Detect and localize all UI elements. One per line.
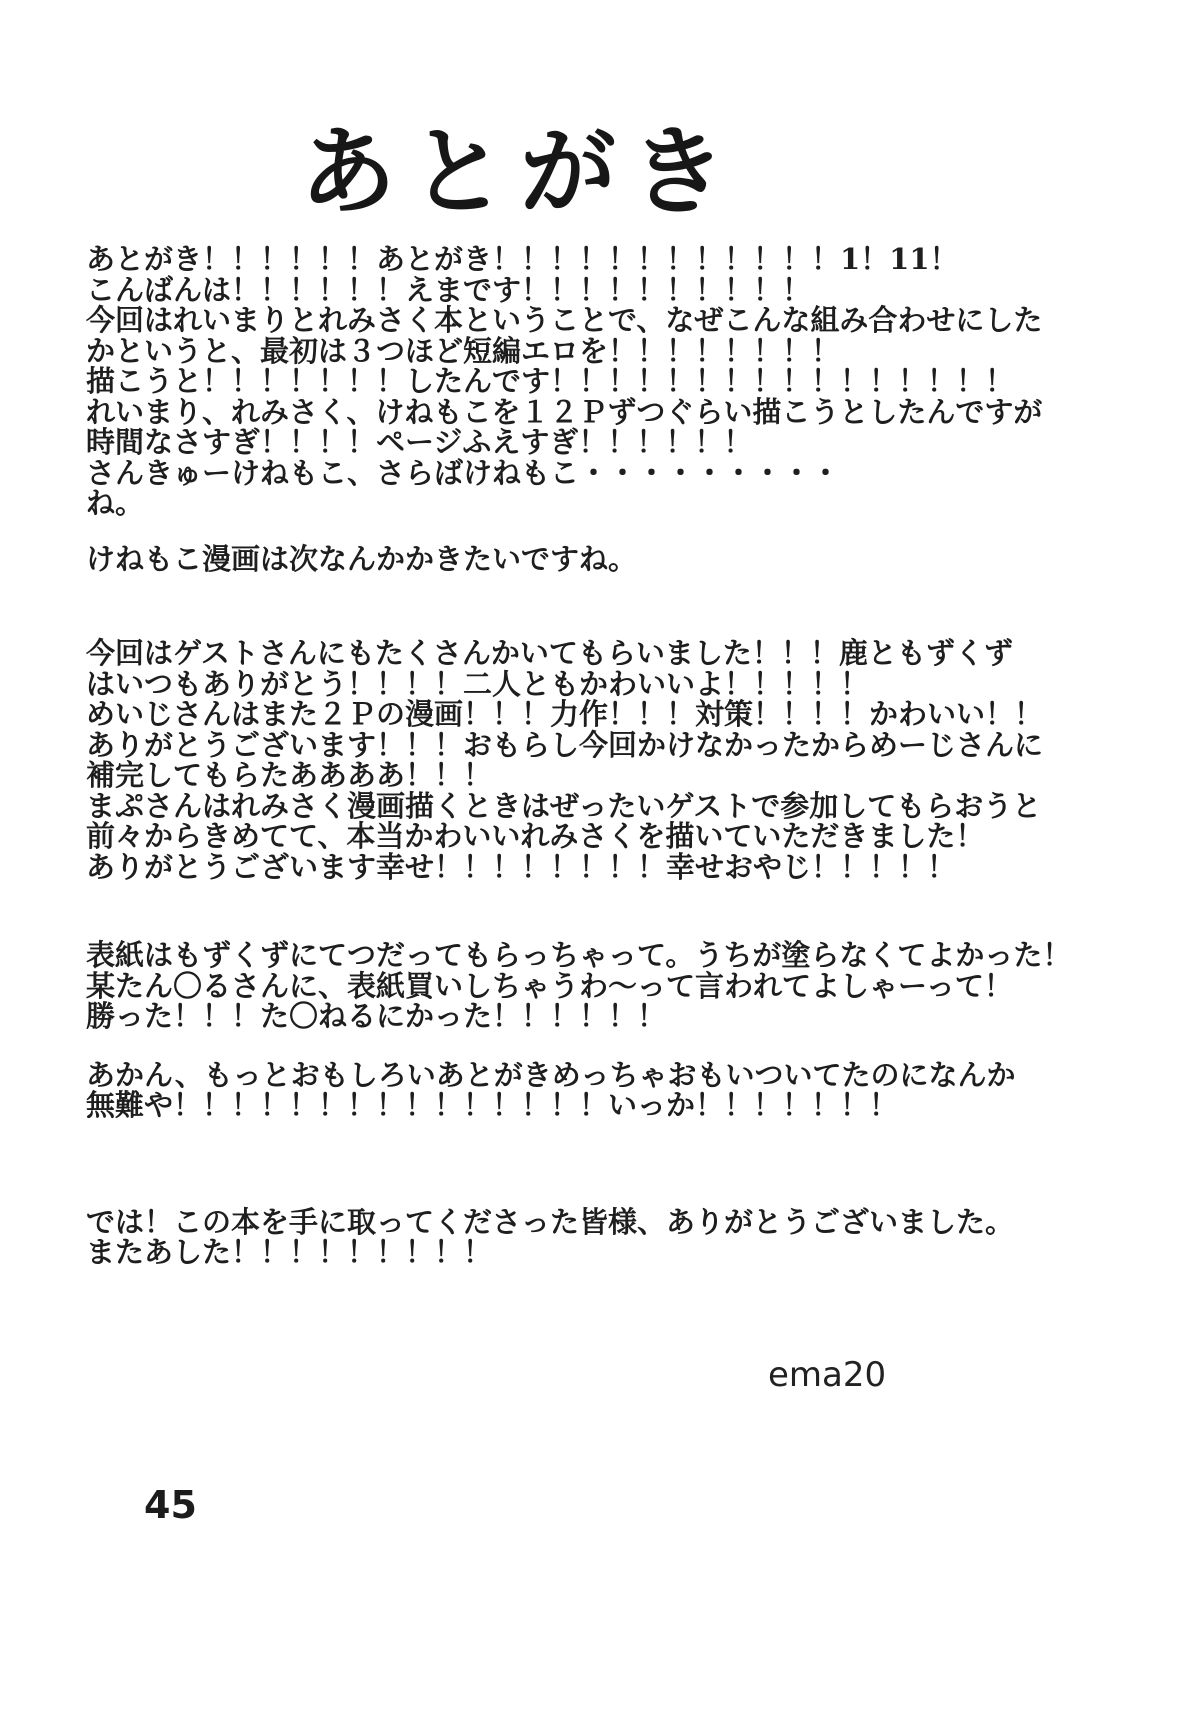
text-line: 某たん〇るさんに、表紙買いしちゃうわ〜って言われてよしゃーって！: [86, 968, 1013, 1003]
paragraph-closing: [86, 1204, 1146, 1269]
paragraph-regret: [86, 1057, 1146, 1122]
text-line: ありがとうございます！！！おもらし今回かけなかったからめーじさんに: [86, 727, 1044, 762]
text-line: こんばんは！！！！！！えまです！！！！！！！！！！: [86, 272, 812, 307]
text-line: 今回はれいまりとれみさく本ということで、なぜこんな組み合わせにした: [86, 303, 1043, 337]
paragraph-intro: [86, 244, 1146, 519]
text-line: れいまり、れみさく、けねもこを１２Ｐずつぐらい描こうとしたんですが: [86, 394, 1043, 429]
text-line: さんきゅーけねもこ、さらばけねもこ・・・・・・・・・: [86, 455, 841, 490]
text-line: では！この本を手に取ってくださった皆様、ありがとうございました。: [86, 1204, 1015, 1239]
text-line: めいじさんはまた２Ｐの漫画！！！力作！！！対策！！！！かわいい！！: [86, 697, 1044, 731]
text-line: 補完してもらたああああ！！！: [86, 758, 493, 792]
text-line: まぷさんはれみさく漫画描くときはぜったいゲストで参加してもらおうと: [86, 788, 1042, 823]
text-line: またあした！！！！！！！！！: [86, 1235, 493, 1269]
text-line: あとがき！！！！！！あとがき！！！！！！！！！！！！1！11！: [86, 242, 959, 276]
author-signature: ema20: [768, 1355, 887, 1395]
text-line: ありがとうございます幸せ！！！！！！！！幸せおやじ！！！！！: [86, 849, 957, 884]
text-line: はいつもありがとう！！！！二人ともかわいいよ！！！！！: [86, 666, 870, 701]
text-line: 無難や！！！！！！！！！！！！！！！いっか！！！！！！！: [86, 1088, 899, 1122]
text-line: 前々からきめてて、本当かわいいれみさくを描いていただきました！: [86, 819, 985, 853]
text-line: 表紙はもずくずにてつだってもらっちゃって。うちが塗らなくてよかった！: [86, 938, 1072, 972]
page-number: 45: [144, 1483, 197, 1527]
text-line: けねもこ漫画は次なんかかきたいですね。: [86, 541, 638, 576]
page-title: あとがき: [300, 115, 740, 228]
paragraph-cover: [86, 940, 1146, 1032]
text-line: かというと、最初は３つほど短編エロを！！！！！！！！: [86, 333, 841, 368]
text-line: 今回はゲストさんにもたくさんかいてもらいました！！！鹿ともずくず: [86, 636, 1013, 670]
text-line: 時間なさすぎ！！！！ページふえすぎ！！！！！！: [86, 425, 753, 459]
paragraph-guests: [86, 638, 1146, 882]
text-line: ね。: [86, 486, 145, 520]
text-line: あかん、もっとおもしろいあとがきめっちゃおもいついてたのになんか: [86, 1057, 1016, 1092]
text-line: 描こうと！！！！！！！したんです！！！！！！！！！！！！！！！！: [86, 364, 1015, 398]
text-line: 勝った！！！た〇ねるにかった！！！！！！: [86, 999, 667, 1033]
paragraph-kenemoko: [86, 541, 1146, 576]
afterword-body: [86, 244, 1146, 1268]
